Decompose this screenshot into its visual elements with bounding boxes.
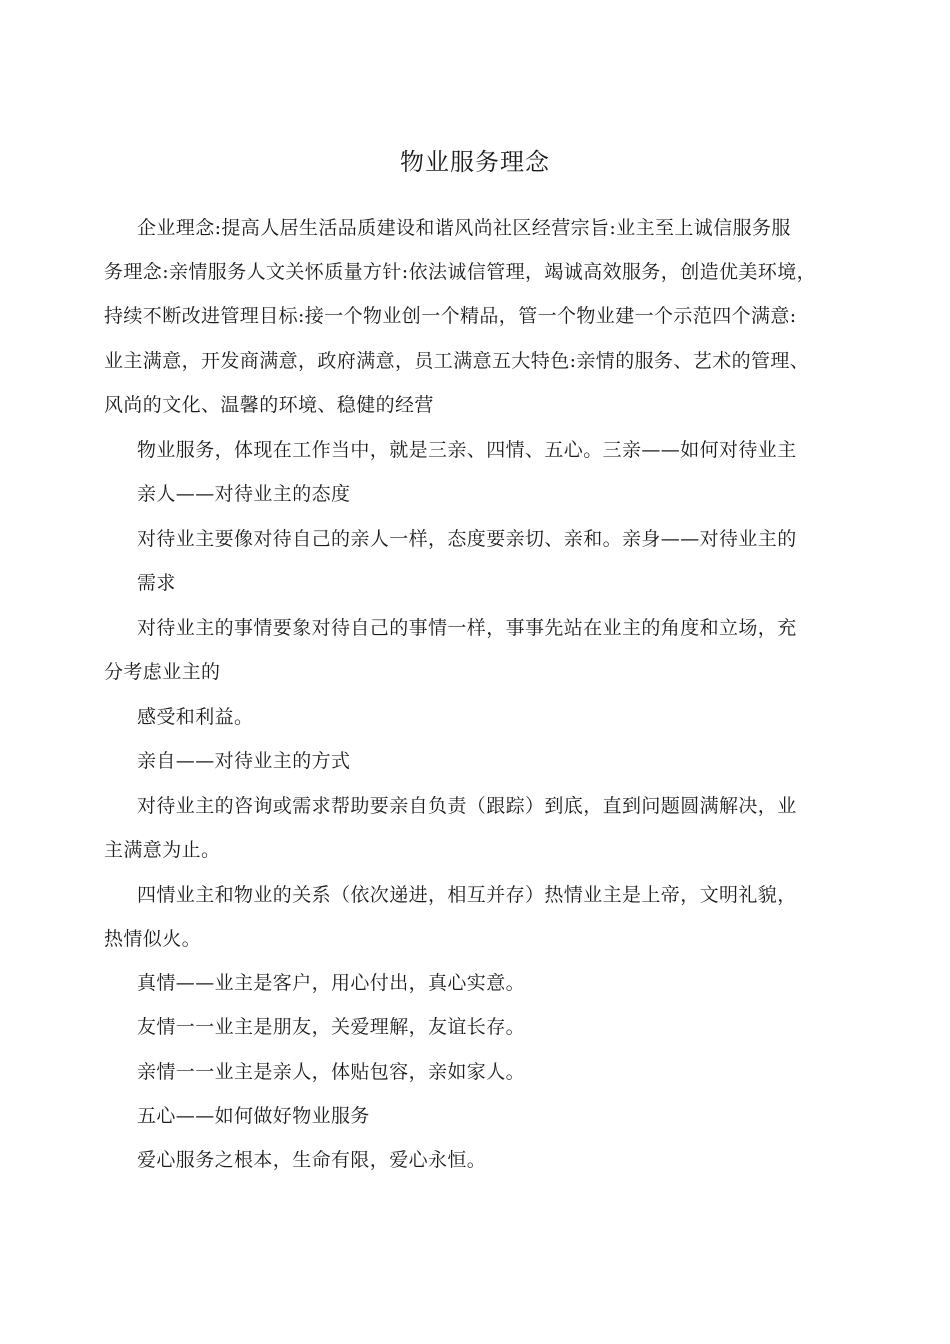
paragraph-line: 感受和利益。 — [137, 706, 254, 728]
paragraph-line: 亲自——对待业主的方式 — [137, 750, 351, 772]
paragraph-line: 风尚的文化、温馨的环境、稳健的经营 — [104, 394, 434, 416]
page-title: 物业服务理念 — [400, 148, 550, 176]
paragraph-line: 对待业主的咨询或需求帮助要亲自负责（跟踪）到底，直到问题圆满解决，业 — [137, 795, 797, 817]
paragraph-line: 四情业主和物业的关系（依次递进，相互并存）热情业主是上帝，文明礼貌， — [137, 884, 797, 906]
paragraph-line: 企业理念:提高人居生活品质建设和谐风尚社区经营宗旨:业主至上诚信服务服 — [137, 217, 791, 239]
paragraph-line: 对待业主的事情要象对待自己的事情一样，事事先站在业主的角度和立场，充 — [137, 617, 797, 639]
paragraph-line: 亲情一一业主是亲人，体贴包容，亲如家人。 — [137, 1061, 526, 1083]
paragraph-line: 五心——如何做好物业服务 — [137, 1105, 370, 1127]
paragraph-line: 真情——业主是客户，用心付出，真心实意。 — [137, 972, 526, 994]
paragraph-line: 爱心服务之根本，生命有限，爱心永恒。 — [137, 1149, 487, 1171]
paragraph-line: 需求 — [137, 572, 176, 594]
paragraph-line: 热情似火。 — [104, 928, 202, 950]
paragraph-line: 物业服务，体现在工作当中，就是三亲、四情、五心。三亲——如何对待业主 — [137, 439, 797, 461]
paragraph-line: 对待业主要像对待自己的亲人一样，态度要亲切、亲和。亲身——对待业主的 — [137, 528, 797, 550]
paragraph-line: 持续不断改进管理目标:接一个物业创一个精品，管一个物业建一个示范四个满意: — [104, 305, 797, 327]
paragraph-line: 亲人——对待业主的态度 — [137, 483, 351, 505]
paragraph-line: 务理念:亲情服务人文关怀质量方针:依法诚信管理，竭诚高效服务，创造优美环境， — [104, 261, 817, 283]
paragraph-line: 分考虑业主的 — [104, 661, 221, 683]
paragraph-line: 业主满意，开发商满意，政府满意，员工满意五大特色:亲情的服务、艺术的管理、 — [104, 350, 810, 372]
paragraph-line: 友情一一业主是朋友，关爱理解，友谊长存。 — [137, 1016, 526, 1038]
paragraph-line: 主满意为止。 — [104, 839, 221, 861]
